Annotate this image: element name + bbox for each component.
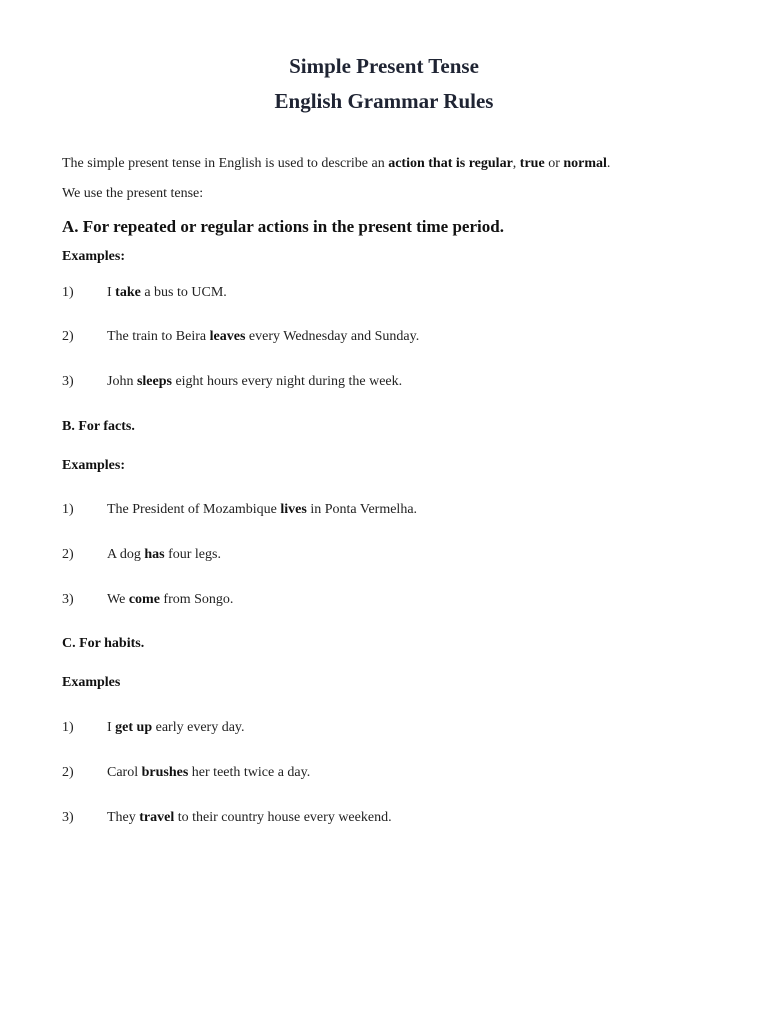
item-text: I (107, 720, 116, 735)
intro-paragraph (62, 156, 610, 172)
document-title: Simple Present Tense (289, 54, 479, 78)
item-verb: come (128, 592, 160, 607)
use-line: We use the present tense: (62, 186, 204, 201)
section-a-item-3 (107, 374, 402, 390)
section-c-examples-label: Examples (62, 675, 121, 690)
item-text: The train to Beira (107, 329, 210, 344)
item-text: in Ponta Vermelha. (306, 502, 418, 517)
section-a-item-1-number: 1) (62, 285, 74, 300)
item-verb: take (115, 285, 141, 300)
item-verb: lives (280, 502, 307, 517)
item-text: four legs. (164, 547, 221, 562)
item-text: A dog (107, 547, 145, 562)
item-text: early every day. (152, 720, 245, 735)
item-text: Carol (107, 765, 142, 780)
section-b-item-2 (107, 547, 221, 563)
item-text: from Songo. (159, 592, 234, 607)
item-text: The President of Mozambique (107, 502, 281, 517)
intro-end: . (606, 156, 611, 171)
section-b-item-2-number: 2) (62, 547, 74, 562)
section-b-item-1 (107, 502, 417, 518)
intro-text: The simple present tense in English is used to describe an (62, 156, 389, 171)
section-b-item-1-number: 1) (62, 502, 74, 517)
section-a-item-2 (107, 329, 419, 345)
item-text: I (107, 285, 116, 300)
intro-bold-regular: action that is regular (388, 156, 513, 171)
item-verb: sleeps (136, 374, 172, 389)
item-text: eight hours every night during the week. (171, 374, 403, 389)
item-verb: get up (115, 720, 153, 735)
section-c-item-3-number: 3) (62, 810, 74, 825)
section-a-item-3-number: 3) (62, 374, 74, 389)
intro-sep: , (512, 156, 520, 171)
section-a-item-1 (107, 285, 227, 301)
item-text: a bus to UCM. (140, 285, 227, 300)
item-text: her teeth twice a day. (188, 765, 311, 780)
section-c-item-2-number: 2) (62, 765, 74, 780)
section-b-item-3 (107, 592, 233, 608)
section-b-item-3-number: 3) (62, 592, 74, 607)
intro-bold-normal: normal (563, 156, 607, 171)
item-text: every Wednesday and Sunday. (245, 329, 420, 344)
section-c-item-2 (107, 765, 310, 781)
section-c-heading: C. For habits. (62, 636, 145, 651)
section-a-item-2-number: 2) (62, 329, 74, 344)
item-verb: brushes (141, 765, 189, 780)
item-verb: has (144, 547, 165, 562)
section-a-heading: A. For repeated or regular actions in the present time period. (62, 217, 504, 236)
item-text: They (107, 810, 140, 825)
section-c-item-1 (107, 720, 245, 736)
intro-mid: or (544, 156, 564, 171)
item-verb: leaves (209, 329, 246, 344)
section-c-item-1-number: 1) (62, 720, 74, 735)
section-b-examples-label: Examples: (62, 458, 125, 473)
document-subtitle: English Grammar Rules (274, 89, 494, 113)
item-text: We (107, 592, 129, 607)
section-c-item-3 (107, 810, 392, 826)
intro-bold-true: true (519, 156, 545, 171)
item-verb: travel (139, 810, 175, 825)
item-text: to their country house every weekend. (174, 810, 392, 825)
section-b-heading: B. For facts. (62, 419, 135, 434)
section-a-examples-label: Examples: (62, 249, 125, 264)
item-text: John (107, 374, 137, 389)
